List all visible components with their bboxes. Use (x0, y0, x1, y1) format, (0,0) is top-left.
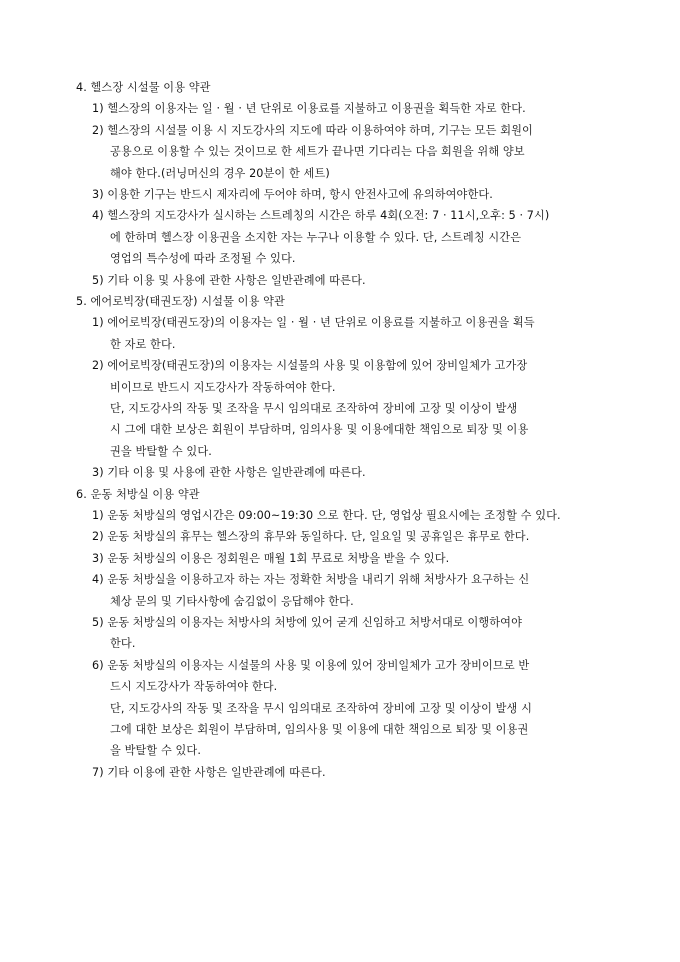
clause-continuation: 그에 대한 보상은 회원이 부담하며, 임의사용 및 이용에 대한 책임으로 퇴장 및 이용권 (110, 723, 529, 736)
clause-continuation: 시 그에 대한 보상은 회원이 부담하며, 임의사용 및 이용에대한 책임으로 퇴장 및 이용 (110, 423, 529, 437)
clause-continuation: 을 박탈할 수 있다. (110, 744, 201, 758)
clause-continuation: 비이므로 반드시 지도강사가 작동하여야 한다. (110, 380, 336, 394)
clause-item: 5) 운동 처방실의 이용자는 처방사의 처방에 있어 굳게 신임하고 처방서대로 이행하여야 (92, 616, 522, 629)
clause-continuation: 드시 지도강사가 작동하여야 한다. (110, 680, 278, 694)
clause-item: 1) 헬스장의 이용자는 일 · 월 · 년 단위로 이용료를 지불하고 이용권을 획득한 자로 한다. (92, 102, 526, 116)
clause-item: 2) 헬스장의 시설물 이용 시 지도강사의 지도에 따라 이용하여야 하며, 기구는 모든 회원이 (92, 123, 533, 137)
clause-continuation: 권을 박탈할 수 있다. (110, 444, 212, 458)
clause-item: 2) 운동 처방실의 휴무는 헬스장의 휴무와 동일하다. 단, 일요일 및 공휴일은 휴무로 한다. (92, 530, 530, 544)
clause-item: 6) 운동 처방실의 이용자는 시설물의 사용 및 이용에 있어 장비일체가 고가 장비이므로 반 (92, 658, 530, 672)
clause-continuation: 영업의 특수성에 따라 조정될 수 있다. (110, 252, 296, 266)
clause-continuation: 한 자로 한다. (110, 337, 176, 351)
clause-continuation: 단, 지도강사의 작동 및 조작을 무시 임의대로 조작하여 장비에 고장 및 이상이 발생 시 (110, 701, 533, 715)
clause-item: 4) 운동 처방실을 이용하고자 하는 자는 정확한 처방을 내리기 위해 처방사가 요구하는 신 (92, 573, 530, 587)
clause-item: 3) 이용한 기구는 반드시 제자리에 두어야 하며, 항시 안전사고에 유의하여야한다. (92, 188, 493, 201)
clause-item: 1) 운동 처방실의 영업시간은 09:00~19:30 으로 한다. 단, 영업상 필요시에는 조정할 수 있다. (92, 509, 561, 522)
clause-continuation: 공용으로 이용할 수 있는 것이므로 한 세트가 끝나면 기다리는 다음 회원을 위해 양보 (110, 145, 525, 159)
section-heading: 5. 에어로빅장(태권도장) 시설물 이용 약관 (76, 295, 285, 308)
clause-item: 7) 기타 이용에 관한 사항은 일반관례에 따른다. (92, 765, 326, 779)
clause-item: 5) 기타 이용 및 사용에 관한 사항은 일반관례에 따른다. (92, 273, 366, 287)
clause-item: 3) 기타 이용 및 사용에 관한 사항은 일반관례에 따른다. (92, 466, 366, 480)
clause-item: 2) 에어로빅장(태권도장)의 이용자는 시설물의 사용 및 이용함에 있어 장비일체가 고가장 (92, 359, 528, 373)
clause-item: 4) 헬스장의 지도강사가 실시하는 스트레칭의 시간은 하루 4회(오전: 7 · 11시,오후: 5 · 7시) (92, 209, 550, 223)
clause-continuation: 한다. (110, 637, 136, 651)
section-heading: 4. 헬스장 시설물 이용 약관 (76, 81, 211, 94)
section-heading: 6. 운동 처방실 이용 약관 (76, 487, 200, 501)
clause-item: 3) 운동 처방실의 이용은 정회원은 매월 1회 무료로 처방을 받을 수 있다. (92, 551, 450, 565)
clause-continuation: 체상 문의 및 기타사항에 숨김없이 응답해야 한다. (110, 594, 354, 608)
clause-continuation: 단, 지도강사의 작동 및 조작을 무시 임의대로 조작하여 장비에 고장 및 이상이 발생 (110, 402, 518, 415)
clause-item: 1) 에어로빅장(태권도장)의 이용자는 일 · 월 · 년 단위로 이용료를 지불하고 이용권을 획득 (92, 316, 535, 330)
clause-continuation: 에 한하며 헬스장 이용권을 소지한 자는 누구나 이용할 수 있다. 단, 스트레칭 시간은 (110, 230, 522, 244)
clause-continuation: 해야 한다.(러닝머신의 경우 20분이 한 세트) (110, 166, 330, 180)
